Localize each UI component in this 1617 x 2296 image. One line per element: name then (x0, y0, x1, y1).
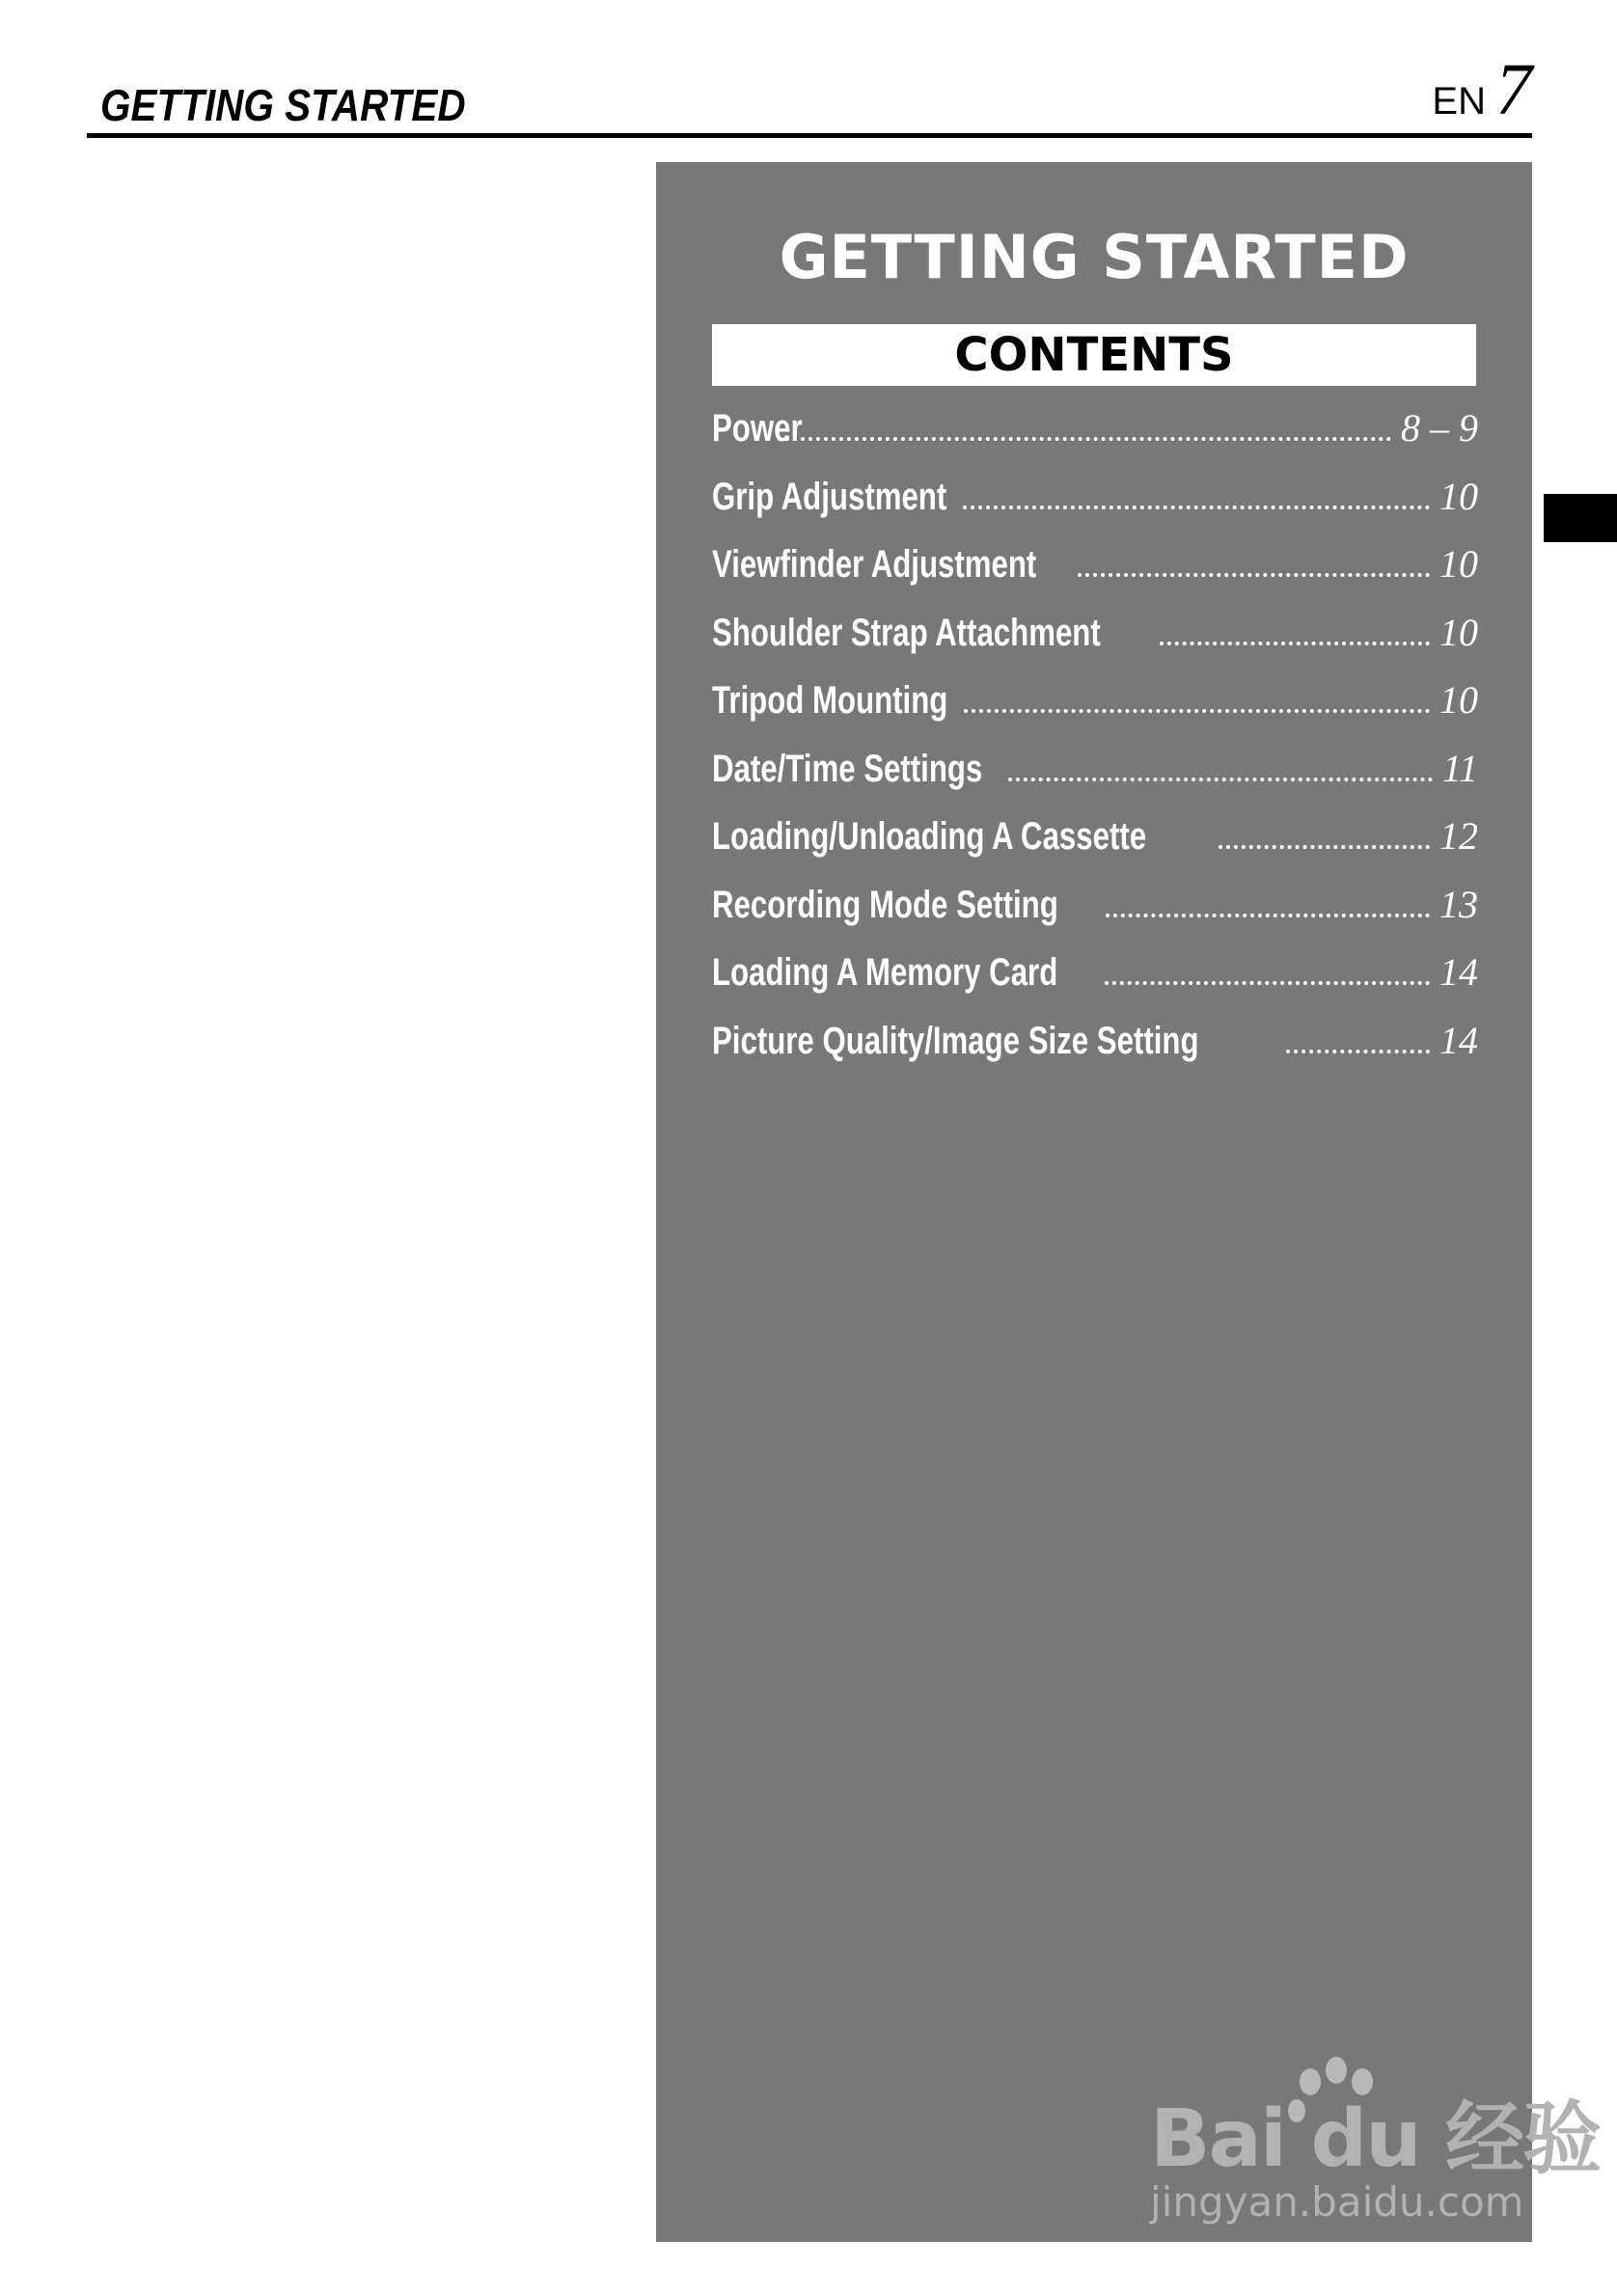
toc-entry-tripod-mounting[interactable] (712, 677, 1478, 746)
toc-entry-title: Date/Time Settings (712, 747, 983, 790)
section-label: GETTING STARTED (100, 80, 466, 130)
dot-leader (963, 506, 1430, 509)
toc-entry-title: Loading A Memory Card (712, 951, 1058, 994)
toc-entry-title: Shoulder Strap Attachment (712, 611, 1101, 654)
toc-entry-memory-card[interactable] (712, 949, 1478, 1018)
toc-entry-title: Viewfinder Adjustment (712, 543, 1037, 586)
toc-entry-title: Loading/Unloading A Cassette (712, 815, 1147, 858)
toc-entry-page: 10 (1439, 610, 1478, 654)
baidu-watermark (1138, 2055, 1601, 2248)
toc-entry-page: 14 (1439, 1018, 1478, 1062)
dot-leader (1219, 845, 1430, 849)
toc-entry-page: 14 (1439, 950, 1478, 994)
toc-entry-title: Grip Adjustment (712, 475, 947, 518)
dot-leader (1160, 642, 1430, 645)
toc-entry-page: 10 (1439, 542, 1478, 586)
chapter-tab-marker (1544, 494, 1617, 542)
contents-panel (656, 162, 1532, 2242)
toc-entry-page: 10 (1439, 678, 1478, 722)
toc-entry-viewfinder-adjustment[interactable] (712, 541, 1478, 610)
language-code: EN (1432, 80, 1486, 123)
toc-list (712, 405, 1478, 1085)
toc-entry-title: Tripod Mounting (712, 679, 948, 722)
toc-entry-grip-adjustment[interactable] (712, 474, 1478, 542)
dot-leader (1078, 573, 1430, 577)
page-number: 7 (1495, 49, 1532, 130)
page-header (87, 48, 1532, 138)
toc-entry-title: Power (712, 407, 803, 450)
toc-entry-page: 10 (1439, 474, 1478, 518)
toc-entry-recording-mode[interactable] (712, 882, 1478, 950)
watermark-logo-text: Bai du 经验 (1150, 2093, 1601, 2185)
dot-leader (1286, 1050, 1430, 1053)
toc-entry-title: Picture Quality/Image Size Setting (712, 1019, 1199, 1062)
contents-heading: CONTENTS (712, 324, 1476, 386)
toc-entry-page: 13 (1439, 882, 1478, 926)
toc-entry-cassette[interactable] (712, 813, 1478, 882)
toc-entry-page: 12 (1439, 814, 1478, 858)
watermark-url: jingyan.baidu.com (1150, 2178, 1524, 2226)
toc-entry-page: 8 – 9 (1401, 406, 1478, 450)
page-number-group (1432, 48, 1532, 132)
dot-leader (964, 709, 1430, 713)
toc-entry-shoulder-strap[interactable] (712, 610, 1478, 678)
dot-leader (1008, 778, 1433, 781)
toc-entry-picture-quality[interactable] (712, 1018, 1478, 1086)
toc-entry-date-time[interactable] (712, 746, 1478, 814)
toc-entry-title: Recording Mode Setting (712, 883, 1058, 926)
toc-entry-power[interactable] (712, 405, 1478, 474)
dot-leader (1105, 981, 1430, 985)
dot-leader (778, 437, 1391, 441)
dot-leader (1106, 914, 1430, 917)
toc-entry-page: 11 (1441, 746, 1478, 790)
panel-title: GETTING STARTED (779, 222, 1410, 292)
